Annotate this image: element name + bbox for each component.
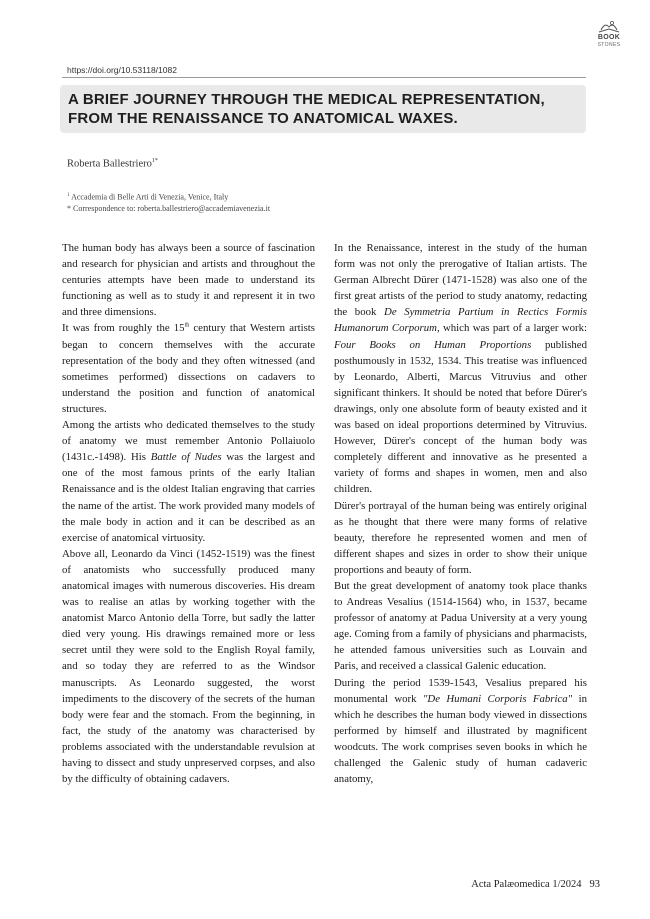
logo-subtext: STONES	[597, 42, 621, 48]
paragraph: It was from roughly the 15th century that Western artists began to concern themselves with the accurate representation of the body and they often witnessed (and sometimes performed) dissections on cadavers to understand the position and function of anatomical structures.	[62, 322, 315, 415]
author-line	[67, 158, 158, 170]
affiliation-line	[67, 190, 270, 203]
affiliation-mark: 1	[67, 193, 70, 198]
paragraph: But the great development of anatomy took place thanks to Andreas Vesalius (1514-1564) who, in 1537, became professor of anatomy at Padua University at a very young age. Coming from a family of physicians and pharmacists, he attended famous universities such as Louvain and Paris, and received a classical Galenic education.	[334, 579, 587, 673]
header-divider	[62, 77, 586, 78]
journal-name: Acta Palæomedica 1/2024	[471, 879, 582, 890]
paragraph: Dürer's portrayal of the human being was entirely original as he thought that there were many forms of relative beauty, therefore he represented women and men of different shapes and sizes in order to show their unique proportions and beauty of form.	[334, 499, 587, 576]
publisher-logo	[586, 20, 632, 48]
affiliations	[67, 190, 270, 214]
page-number: 93	[589, 879, 600, 890]
doi-link[interactable]: https://doi.org/10.53118/1082	[67, 65, 177, 75]
paragraph: Above all, Leonardo da Vinci (1452-1519) was the finest of anatomists who successfully produced many anatomical images with numerous discoveries. His dream was to realise an atlas by working together with the anatomist Marco Antonio della Torre, but sadly the latter died very young. His drawings remained more or less secret until they were sold to the English Royal family, and so today they are referred to as the Windsor manuscripts. As Leonardo suggested, the worst impediments to the discovery of the secrets of the human body were fear and the stomach. From the beginning, in fact, the study of the anatomy was characterised by problems associated with the understandable revulsion at having to dissect and study unpreserved corpses, and also by the difficulty of obtaining cadavers.	[62, 547, 315, 786]
paragraph: The human body has always been a source of fascination and research for physician and artists and throughout the centuries attempts have been made to understand its functioning as well as to study it and represent it in two and three dimensions.	[62, 242, 315, 319]
title-banner	[60, 85, 586, 133]
author-name: Roberta Ballestriero	[67, 158, 152, 170]
logo-text: BOOK	[597, 34, 621, 41]
article-title: A BRIEF JOURNEY THROUGH THE MEDICAL REPRESENTATION, FROM THE RENAISSANCE TO ANATOMICAL WAXES.	[68, 91, 545, 127]
author-marks: 1*	[151, 158, 158, 164]
body-column-right	[334, 240, 587, 787]
affiliation-text: Accademia di Belle Arti di Venezia, Venice, Italy	[71, 192, 229, 202]
body-column-left	[62, 240, 315, 787]
page-footer	[471, 879, 600, 890]
paragraph: In the Renaissance, interest in the study of the human form was not only the prerogative of Italian artists. The German Albrecht Dürer (1471-1528) was also one of the first great artists of the period to study anatomy, redacting the book De Symmetria Partium in Rectics Formis Humanorum Corporum, which was part of a larger work: Four Books on Human Proportions published posthumously in 1532, 1534. This treatise was influenced by Leonardo, Alberti, Marcus Vitruvius and other significant thinkers. It should be noted that before Dürer's drawings, only one absolute form of beauty existed and it was based on ideal proportions determined by Vitruvius. However, Dürer's concept of the human body was completely different and innovative as he presented a variety of forms and shapes in women, men and also children.	[334, 242, 588, 496]
paragraph: Among the artists who dedicated themselves to the study of anatomy we must remember Antonio Pollaiuolo (1431c.-1498). His Battle of Nudes was the largest and one of the most famous prints of the early Italian Renaissance and is the oldest Italian engraving that carries the name of the artist. The work provided many models of the male body in action and it can be described as an exercise of anatomical virtuosity.	[62, 419, 316, 544]
correspondence-line: * Correspondence to: roberta.ballestriero@accademiavenezia.it	[67, 203, 271, 213]
paragraph: During the period 1539-1543, Vesalius prepared his monumental work "De Humani Corporis Fabrica" in which he describes the human body viewed in dissections performed by himself and illustrated by magnificent woodcuts. The work comprises seven books in which he challenged the Galenic study of human cadaveric anatomy,	[334, 676, 587, 786]
book-icon	[598, 20, 620, 34]
